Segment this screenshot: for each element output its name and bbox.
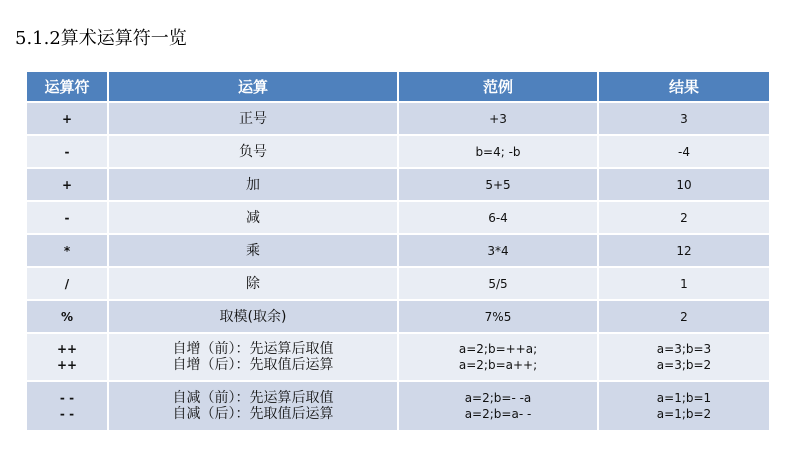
operator-cell: + — [27, 103, 109, 134]
header-operator: 运算符 — [27, 72, 109, 101]
operator-cell: - — [27, 202, 109, 233]
header-operation: 运算 — [109, 72, 399, 101]
operator-cell: - — [27, 136, 109, 167]
operator-cell: - - - - — [27, 382, 109, 430]
example-cell: 5+5 — [399, 169, 599, 200]
operation-cell: 负号 — [109, 136, 399, 167]
table-row — [27, 136, 769, 169]
example-cell: +3 — [399, 103, 599, 134]
operator-cell: * — [27, 235, 109, 266]
table-row — [27, 334, 769, 382]
operation-cell: 加 — [109, 169, 399, 200]
operators-table — [27, 72, 769, 432]
operator-cell: % — [27, 301, 109, 332]
table-row — [27, 382, 769, 432]
example-cell: b=4; -b — [399, 136, 599, 167]
header-example: 范例 — [399, 72, 599, 101]
result-cell: 1 — [680, 276, 688, 291]
table-header-row — [27, 72, 769, 103]
operator-cell: ++ ++ — [27, 334, 109, 380]
example-cell: 7%5 — [399, 301, 599, 332]
example-cell: a=2;b=- -a a=2;b=a- - — [399, 382, 599, 430]
example-cell: 3*4 — [399, 235, 599, 266]
example-cell: a=2;b=++a; a=2;b=a++; — [399, 334, 599, 380]
result-cell: 3 — [680, 111, 688, 126]
result-cell: 10 — [676, 177, 692, 192]
operation-cell: 取模(取余) — [109, 301, 399, 332]
table-row — [27, 268, 769, 301]
table-row — [27, 103, 769, 136]
operation-cell: 正号 — [109, 103, 399, 134]
result-cell: a=3;b=3 a=3;b=2 — [656, 342, 712, 372]
table-row — [27, 235, 769, 268]
table-row — [27, 301, 769, 334]
result-cell: 2 — [680, 210, 688, 225]
operation-cell: 自增（前）：先运算后取值 自增（后）：先取值后运算 — [109, 334, 399, 380]
example-cell: 6-4 — [399, 202, 599, 233]
table-row — [27, 169, 769, 202]
operation-cell: 除 — [109, 268, 399, 299]
operation-cell: 自减（前）：先运算后取值 自减（后）：先取值后运算 — [109, 382, 399, 430]
result-cell: -4 — [678, 144, 690, 159]
operation-cell: 减 — [109, 202, 399, 233]
result-cell: a=1;b=1 a=1;b=2 — [656, 391, 712, 421]
header-result: 结果 — [668, 77, 699, 96]
section-heading: 5.1.2算术运算符一览 — [15, 28, 187, 49]
result-cell: 2 — [680, 309, 688, 324]
operator-cell: / — [27, 268, 109, 299]
table-row — [27, 202, 769, 235]
example-cell: 5/5 — [399, 268, 599, 299]
operator-cell: + — [27, 169, 109, 200]
operation-cell: 乘 — [109, 235, 399, 266]
result-cell: 12 — [676, 243, 692, 258]
